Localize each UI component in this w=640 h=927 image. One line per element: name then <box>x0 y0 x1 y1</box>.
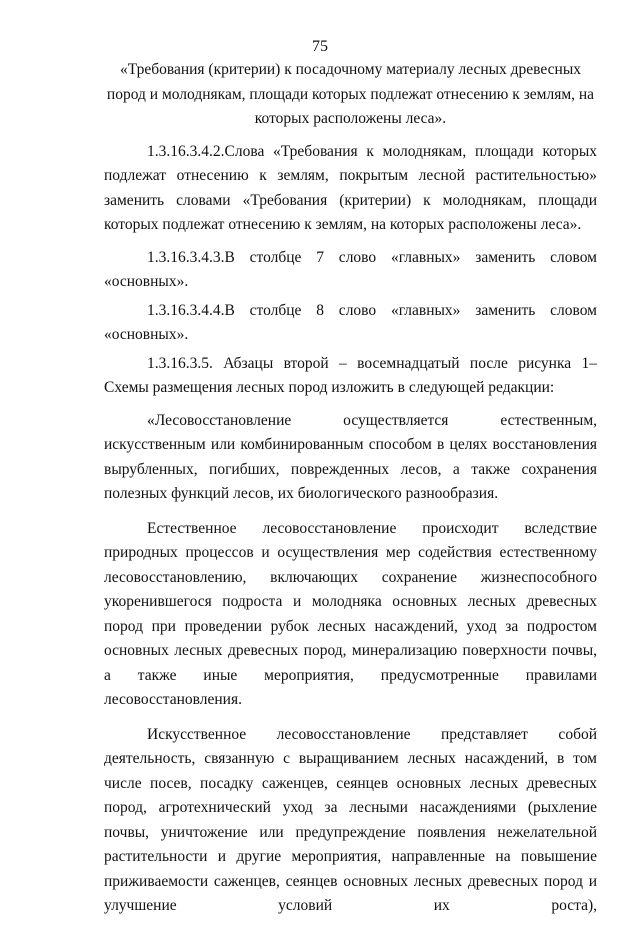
amendment-title: «Требования (критерии) к посадочному материалу лесных древесных пород и молоднякам, площади которых подлежат отнесению к землям, на которых расположены леса». <box>106 61 595 127</box>
paragraph-reforestation-intro: «Лесовосстановление осуществляется естественным, искусственным или комбинированным способом в целях восстановления вырубленных, погибших, поврежденных лесов, а также сохранения полезных функций лесов, их биологического разнообразия. <box>104 411 597 502</box>
paragraph-natural-reforestation: Естественное лесовосстановление происходит вследствие природных процессов и осуществления мер содействия естественному лесовосстановлению, включающих сохранение жизнеспособного укоренившегося подроста и молодняка основных лесных древесных пород при проведении рубок лесных насаждений, уход за подростом основных лесных древесных пород, минерализацию поверхности почвы, а также иные мероприятия, предусмотренные правилами лесовосстановления. <box>104 519 597 708</box>
page-number: 75 <box>312 38 328 55</box>
paragraph-1-3-16-3-5: 1.3.16.3.5. Абзацы второй – восемнадцатый после рисунка 1– Схемы размещения лесных пород изложить в следующей редакции: <box>104 354 597 396</box>
paragraph-1-3-16-3-4-4: 1.3.16.3.4.4.В столбце 8 слово «главных» заменить словом «основных». <box>104 301 597 343</box>
paragraph-artificial-reforestation: Искусственное лесовосстановление представляет собой деятельность, связанную с выращиванием лесных насаждений, в том числе посев, посадку саженцев, сеянцев основных лесных древесных пород, агротехнический уход за лесными насаждениями (рыхление почвы, уничтожение или предупреждение появления нежелательной растительности и другие мероприятия, направленные на повышение приживаемости саженцев, сеянцев основных лесных древесных пород и улучшение условий их роста), <box>104 725 597 914</box>
document-body <box>104 58 597 927</box>
paragraph-1-3-16-3-4-2: 1.3.16.3.4.2.Слова «Требования к молоднякам, площади которых подлежат отнесению к землям, покрытым лесной растительностью» заменить словами «Требования (критерии) к молоднякам, площади которых подлежат отнесению к землям, на которых расположены леса». <box>104 142 597 233</box>
paragraph-1-3-16-3-4-3: 1.3.16.3.4.3.В столбце 7 слово «главных» заменить словом «основных». <box>104 248 597 290</box>
